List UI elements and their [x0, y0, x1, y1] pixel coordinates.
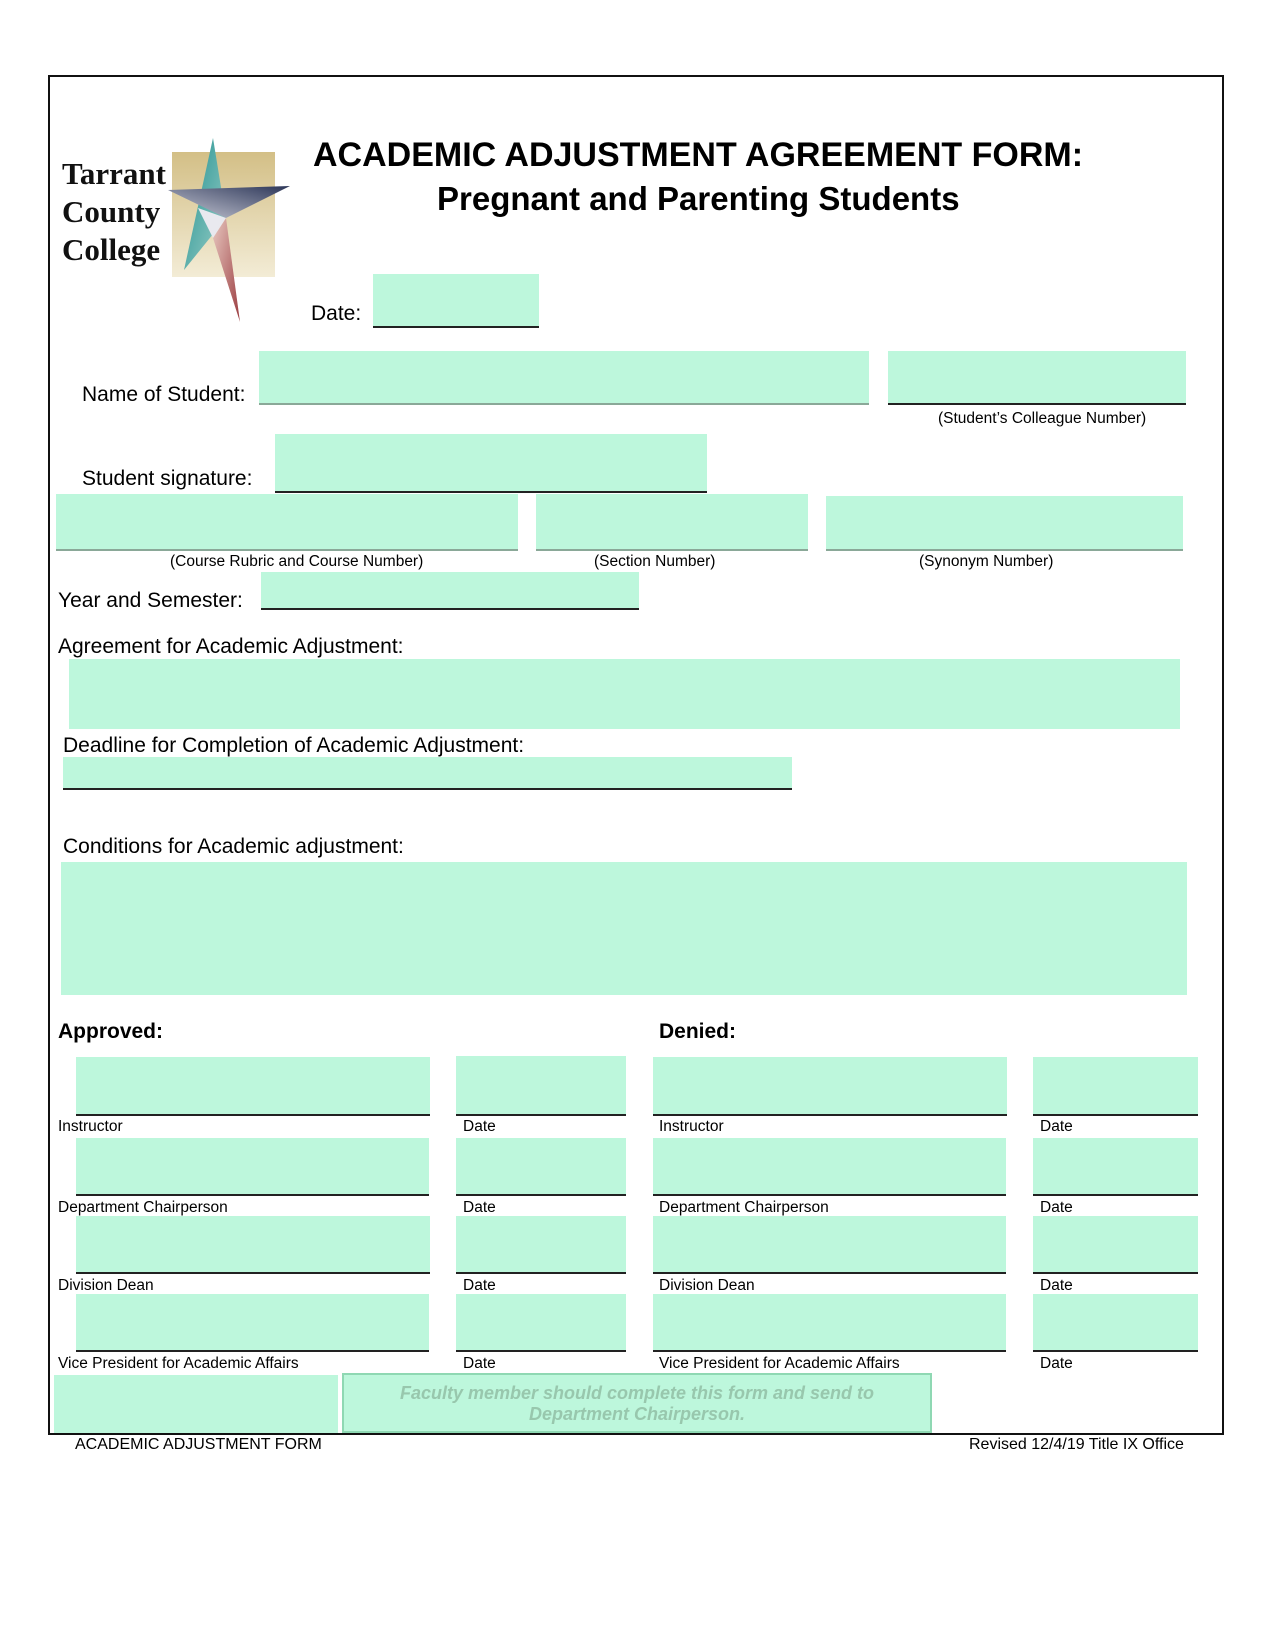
- approved-chairperson-signature[interactable]: [76, 1138, 429, 1196]
- deadline-label: Deadline for Completion of Academic Adjustment:: [63, 734, 525, 757]
- colleague-number-caption: (Student’s Colleague Number): [938, 410, 1147, 427]
- course-rubric-field[interactable]: [56, 494, 518, 551]
- course-rubric-caption: (Course Rubric and Course Number): [170, 553, 424, 570]
- footer-form-name: ACADEMIC ADJUSTMENT FORM: [75, 1436, 322, 1453]
- approved-chairperson-date-label: Date: [463, 1199, 496, 1216]
- approved-vp-date[interactable]: [456, 1294, 626, 1352]
- denied-heading: Denied:: [659, 1020, 737, 1043]
- denied-dean-label: Division Dean: [659, 1277, 755, 1294]
- college-logo-text: [62, 155, 166, 269]
- denied-instructor-date[interactable]: [1033, 1057, 1198, 1116]
- denied-chairperson-date-label: Date: [1040, 1199, 1073, 1216]
- date-label: Date:: [311, 302, 362, 325]
- student-name-field[interactable]: [259, 351, 869, 405]
- colleague-number-field[interactable]: [888, 351, 1186, 405]
- denied-dean-signature[interactable]: [653, 1216, 1006, 1274]
- form-title: ACADEMIC ADJUSTMENT AGREEMENT FORM:: [313, 136, 1084, 174]
- denied-vp-date[interactable]: [1033, 1294, 1198, 1352]
- denied-instructor-date-label: Date: [1040, 1118, 1073, 1135]
- denied-dean-date[interactable]: [1033, 1216, 1198, 1274]
- year-semester-label: Year and Semester:: [58, 589, 243, 612]
- logo-line-2: County: [62, 194, 161, 229]
- section-number-field[interactable]: [536, 494, 808, 551]
- logo-line-3: College: [62, 232, 161, 267]
- extra-field[interactable]: [54, 1375, 338, 1433]
- approved-heading: Approved:: [58, 1020, 163, 1043]
- logo-line-1: Tarrant: [62, 156, 166, 191]
- approved-vp-signature[interactable]: [76, 1294, 429, 1352]
- denied-chairperson-signature[interactable]: [653, 1138, 1006, 1196]
- approved-instructor-date[interactable]: [456, 1056, 626, 1116]
- approved-instructor-date-label: Date: [463, 1118, 496, 1135]
- approved-instructor-label: Instructor: [58, 1118, 123, 1135]
- denied-instructor-signature[interactable]: [653, 1057, 1007, 1116]
- star-logo-icon: [168, 138, 293, 323]
- student-signature-label: Student signature:: [82, 467, 253, 490]
- notice-line-2: Department Chairperson.: [528, 1404, 746, 1424]
- approved-instructor-signature[interactable]: [76, 1057, 430, 1116]
- synonym-number-caption: (Synonym Number): [919, 553, 1054, 570]
- year-semester-field[interactable]: [261, 572, 639, 610]
- student-name-label: Name of Student:: [82, 383, 246, 406]
- agreement-label: Agreement for Academic Adjustment:: [58, 635, 404, 658]
- denied-instructor-label: Instructor: [659, 1118, 724, 1135]
- footer-revision: Revised 12/4/19 Title IX Office: [969, 1436, 1184, 1453]
- section-number-caption: (Section Number): [594, 553, 716, 570]
- date-field[interactable]: [373, 274, 539, 328]
- denied-vp-label: Vice President for Academic Affairs: [659, 1355, 900, 1372]
- approved-dean-label: Division Dean: [58, 1277, 154, 1294]
- synonym-number-field[interactable]: [826, 496, 1183, 551]
- approved-vp-date-label: Date: [463, 1355, 496, 1372]
- approved-chairperson-label: Department Chairperson: [58, 1199, 228, 1216]
- deadline-field[interactable]: [63, 757, 792, 790]
- denied-vp-signature[interactable]: [653, 1294, 1006, 1352]
- denied-dean-date-label: Date: [1040, 1277, 1073, 1294]
- approved-vp-label: Vice President for Academic Affairs: [58, 1355, 299, 1372]
- denied-chairperson-label: Department Chairperson: [659, 1199, 829, 1216]
- denied-chairperson-date[interactable]: [1033, 1138, 1198, 1196]
- conditions-label: Conditions for Academic adjustment:: [63, 835, 404, 858]
- conditions-field[interactable]: [61, 862, 1187, 995]
- form-subtitle: Pregnant and Parenting Students: [437, 180, 960, 217]
- student-signature-field[interactable]: [275, 434, 707, 493]
- approved-dean-signature[interactable]: [76, 1216, 430, 1274]
- denied-vp-date-label: Date: [1040, 1355, 1073, 1372]
- approved-chairperson-date[interactable]: [456, 1138, 626, 1196]
- approved-dean-date-label: Date: [463, 1277, 496, 1294]
- agreement-field[interactable]: [69, 659, 1180, 729]
- approved-dean-date[interactable]: [456, 1216, 626, 1274]
- notice-line-1: Faculty member should complete this form and send to: [399, 1383, 875, 1403]
- routing-notice[interactable]: [342, 1373, 932, 1433]
